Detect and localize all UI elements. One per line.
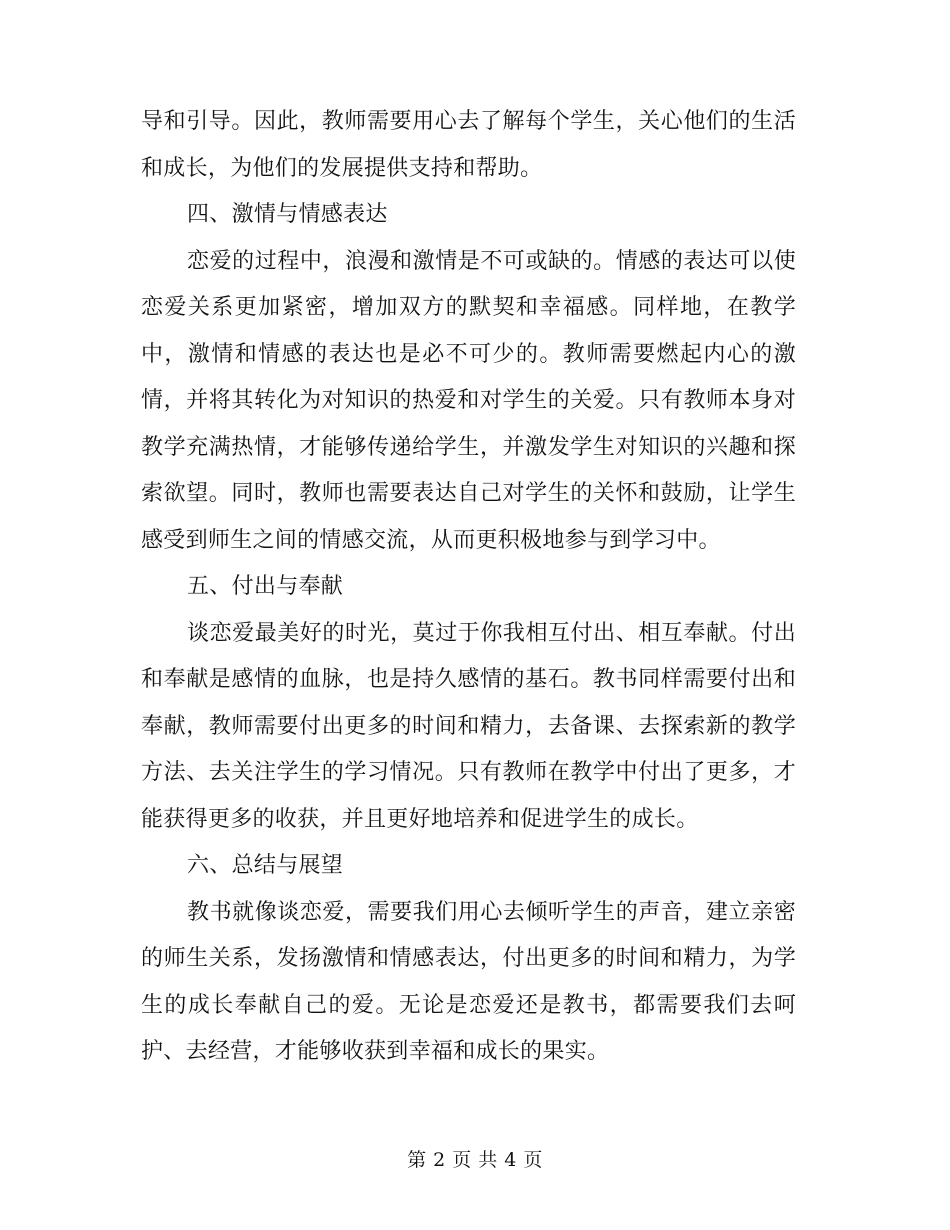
section-heading-5: 五、付出与奉献	[187, 574, 344, 599]
section-heading-4: 四、激情与情感表达	[187, 202, 388, 227]
section-heading-6: 六、总结与展望	[187, 853, 344, 878]
paragraph-dedication: 谈恋爱最美好的时光，莫过于你我相互付出、相互奉献。付出和奉献是感情的血脉，也是持久感情的基石。教书同样需要付出和奉献，教师需要付出更多的时间和精力，去备课、去探索新的教学方法、去关注学生的学习情况。只有教师在教学中付出了更多，才能获得更多的收获，并且更好地培养和促进学生的成长。	[141, 620, 796, 832]
document-body	[141, 99, 796, 1076]
page-number-footer: 第 2 页 共 4 页	[407, 1149, 543, 1171]
paragraph-continuation: 导和引导。因此，教师需要用心去了解每个学生，关心他们的生活和成长，为他们的发展提供支持和帮助。	[141, 109, 796, 181]
paragraph-passion: 恋爱的过程中，浪漫和激情是不可或缺的。情感的表达可以使恋爱关系更加紧密，增加双方的默契和幸福感。同样地，在教学中，激情和情感的表达也是必不可少的。教师需要燃起内心的激情，并将其转化为对知识的热爱和对学生的关爱。只有教师本身对教学充满热情，才能够传递给学生，并激发学生对知识的兴趣和探索欲望。同时，教师也需要表达自己对学生的关怀和鼓励，让学生感受到师生之间的情感交流，从而更积极地参与到学习中。	[141, 248, 796, 553]
paragraph-summary: 教书就像谈恋爱，需要我们用心去倾听学生的声音，建立亲密的师生关系，发扬激情和情感表达，付出更多的时间和精力，为学生的成长奉献自己的爱。无论是恋爱还是教书，都需要我们去呵护、去经营，才能够收获到幸福和成长的果实。	[141, 899, 796, 1064]
